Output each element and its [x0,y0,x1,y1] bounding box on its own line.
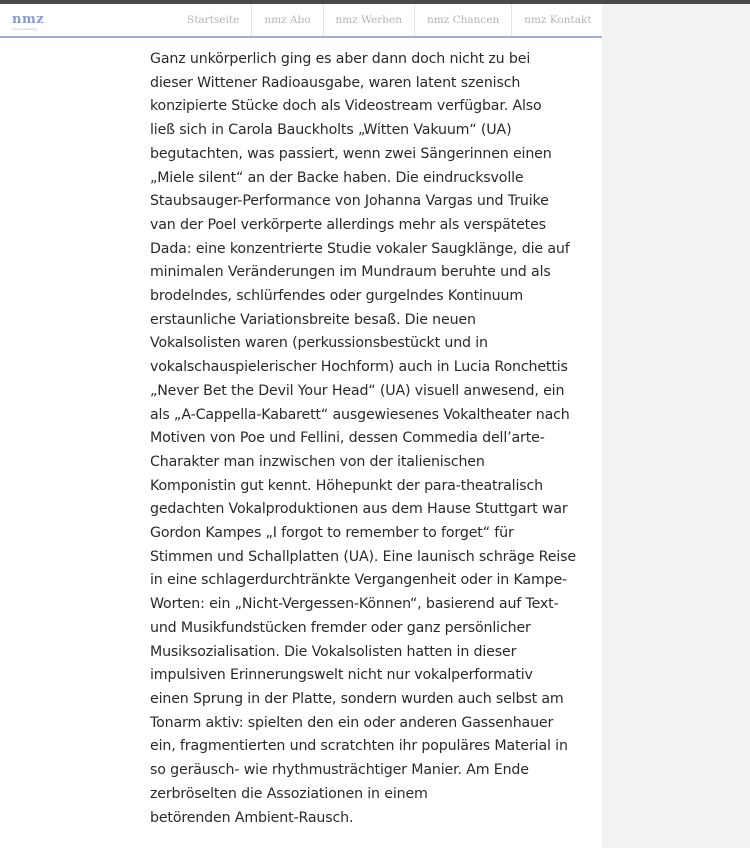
article-line: van der Poel verkörperte allerdings mehr als verspätetes [150,216,546,233]
nav-kontakt[interactable]: nmz Kontakt [524,14,592,26]
article-line: und Musikfundstücken fremder oder ganz persönlicher [150,619,531,636]
article-line: zerbröselten die Assoziationen in einem [150,785,428,802]
article-line: Stimmen und Schallplatten (UA). Eine launisch schräge Reise [150,548,576,565]
article-line: Ganz unkörperlich ging es aber dann doch nicht zu bei [150,51,531,67]
article-line: konzipierte Stücke doch als Videostream verfügbar. Also [150,98,542,115]
article-line: Vokalsolisten waren (perkussionsbestückt und in [150,335,488,352]
article-line: Musiksozialisation. Die Vokalsolisten hatten in dieser [150,643,517,660]
article-line: Gordon Kampes „I forgot to remember to forget“ für [150,525,514,542]
article-line: erstaunliche Variationsbreite besaß. Die neuen [150,311,476,328]
article-line: „Miele silent“ an der Backe haben. Die eindrucksvolle [150,169,524,186]
article-line: minimalen Veränderungen im Mundraum beruhte und als [150,264,551,281]
article-line: Dada: eine konzentrierte Studie vokaler Saugklänge, die auf [150,240,570,257]
page [0,4,602,848]
nav-startseite[interactable]: Startseite [175,4,252,36]
article-line: impulsiven Erinnerungswelt nicht nur vokalperformativ [150,667,533,684]
article-line: ließ sich in Carola Bauckholts „Witten Vakuum“ (UA) [150,122,512,139]
article-line: „Never Bet the Devil Your Head“ (UA) visuell anwesend, ein [150,382,565,399]
site-logo[interactable]: nmz [12,12,45,27]
article-line: begutachten, was passiert, wenn zwei Sängerinnen einen [150,145,552,162]
article-line: Motiven von Poe und Fellini, dessen Commedia dell’arte- [150,430,545,447]
article-line: betörenden Ambient-Rausch. [150,809,354,826]
article-line: Worten: ein „Nicht-Vergessen-Können“, basierend auf Text- [150,596,559,613]
article-line: brodelndes, schlürfendes oder gurgelndes Kontinuum [150,288,524,305]
article-line: Charakter man inzwischen von der italienischen [150,453,485,470]
article-line: Komponistin gut kennt. Höhepunkt der para-theatralisch [150,477,543,494]
article-line: so geräusch- wie rhythmusträchtiger Manier. Am Ende [150,762,529,779]
nav-chancen[interactable]: nmz Chancen [415,4,512,36]
article-line: Staubsauger-Performance von Johanna Vargas und Truike [150,193,549,210]
site-header [0,4,602,38]
article-line: gedachten Vokalproduktionen aus dem Hause Stuttgart war [150,501,568,518]
site-logo-tagline: neue musikzeitung [12,27,38,31]
main-navigation [175,4,602,36]
article-line: in eine schlagerdurchtränkte Vergangenheit oder in Kampe- [150,572,568,589]
article-line: Tonarm aktiv: spielten den ein oder anderen Gassenhauer [150,714,554,731]
article-line: dieser Wittener Radioausgabe, waren latent szenisch [150,74,521,91]
article-paragraph [150,48,590,830]
nav-werben[interactable]: nmz Werben [324,4,415,36]
article-line: als „A-Cappella-Kabarett“ ausgewiesenes Vokaltheater nach [150,406,570,423]
nav-abo[interactable]: nmz Abo [252,4,323,36]
article-line: vokalschauspielerischer Hochform) auch in Lucia Ronchettis [150,359,568,376]
article-line: einen Sprung in der Platte, sondern wurden auch selbst am [150,690,564,707]
article-line: ein, fragmentierten und scratchten ihr populäres Material in [150,738,568,755]
